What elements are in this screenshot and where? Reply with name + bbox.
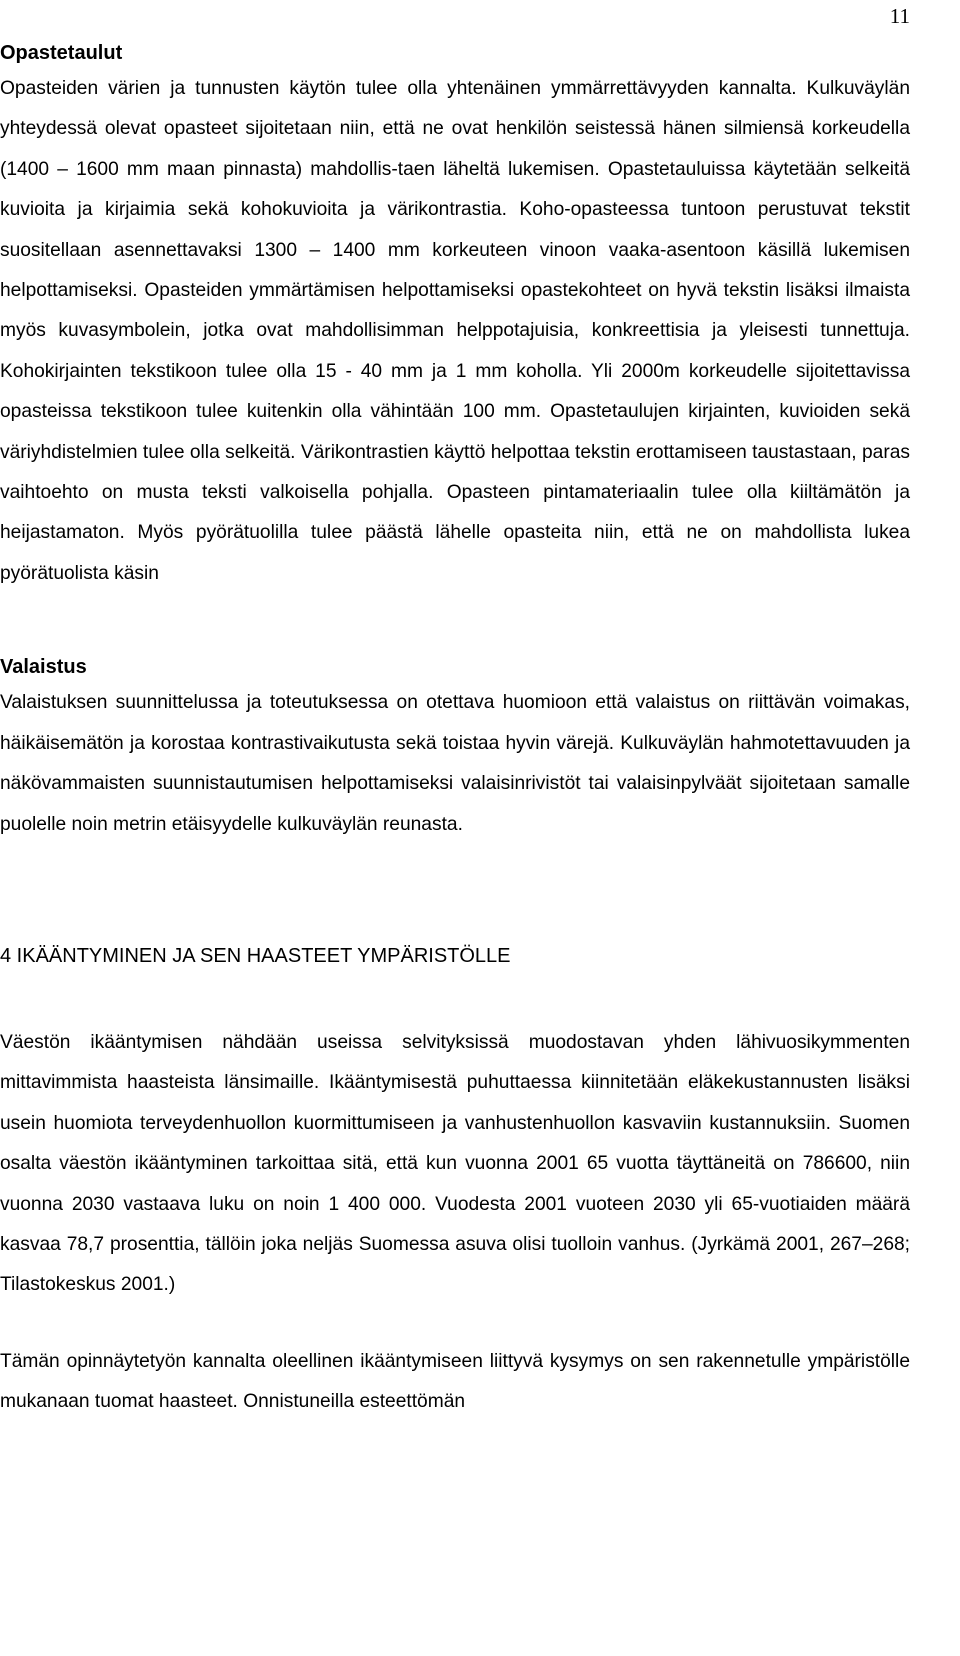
paragraph-ikaantyminen-1: Väestön ikääntymisen nähdään useissa selvityksissä muodostavan yhden lähivuosikymmenten mittavimmista haasteista länsimaille. Ikääntymisestä puhuttaessa kiinnitetään eläkekustannusten lisäksi usein huomiota terveydenhuollon kuormittumiseen ja vanhustenhuollon kasvaviin kustannuksiin. Suomen osalta väestön ikääntyminen tarkoittaa sitä, että kun vuonna 2001 65 vuotta täyttäneitä on 786600, niin vuonna 2030 vastaava luku on noin 1 400 000. Vuodesta 2001 vuoteen 2030 yli 65-vuotiaiden määrä kasvaa 78,7 prosenttia, tällöin joka neljäs Suomessa asuva olisi tuolloin vanhus. (Jyrkämä 2001, 267–268; Tilastokeskus 2001.): [0, 1031, 910, 1296]
section-heading-opastetaulut: Opastetaulut: [0, 42, 123, 64]
document-content: [0, 40, 910, 1423]
paragraph-valaistus: Valaistuksen suunnittelussa ja toteutuksessa on otettava huomioon että valaistus on riittävän voimakas, häikäisemätön ja korostaa kontrastivaikutusta sekä toistaa hyvin värejä. Kulkuväylän hahmotettavuuden ja näkövammaisten suunnistautumisen helpottamiseksi valaisinrivistöt tai valaisinpylväät sijoitetaan samalle puolelle noin metrin etäisyydelle kulkuväylän reunasta.: [0, 692, 910, 835]
page-number: 11: [889, 4, 910, 28]
paragraph-ikaantyminen-2: Tämän opinnäytetyön kannalta oleellinen ikääntymiseen liittyvä kysymys on sen rakennetulle ympäristölle mukanaan tuomat haasteet. Onnistuneilla esteettömän: [0, 1350, 910, 1413]
chapter-heading: 4 IKÄÄNTYMINEN JA SEN HAASTEET YMPÄRISTÖLLE: [0, 944, 511, 967]
section-heading-valaistus: Valaistus: [0, 656, 87, 679]
paragraph-opastetaulut: Opasteiden värien ja tunnusten käytön tulee olla yhtenäinen ymmärrettävyyden kannalta. Kulkuväylän yhteydessä olevat opasteet sijoitetaan niin, että ne ovat henkilön seistessä hänen silmiensä korkeudella (1400 – 1600 mm maan pinnasta) mahdollis-taen läheltä lukemisen. Opastetauluissa käytetään selkeitä kuvioita ja kirjaimia sekä kohokuvioita ja värikontrastia. Koho-opasteessa tuntoon perustuvat tekstit suositellaan asennettavaksi 1300 – 1400 mm korkeuteen vinoon vaaka-asentoon käsillä lukemisen helpottamiseksi. Opasteiden ymmärtämisen helpottamiseksi opastekohteet on hyvä tekstin lisäksi ilmaista myös kuvasymbolein, jotka ovat mahdollisimman helppotajuisia, konkreettisia ja yleisesti tunnettuja. Kohokirjainten tekstikoon tulee olla 15 - 40 mm ja 1 mm koholla. Yli 2000m korkeudelle sijoitettavissa opasteissa tekstikoon tulee kuitenkin olla vähintään 100 mm. Opastetaulujen kirjainten, kuvioiden sekä väriyhdistelmien tulee olla selkeitä. Värikontrastien käyttö helpottaa tekstin erottamiseen taustastaan, paras vaihtoehto on musta teksti valkoisella pohjalla. Opasteen pintamateriaalin tulee olla kiiltämätön ja heijastamaton. Myös pyörätuolilla tulee päästä lähelle opasteita niin, että ne on mahdollista lukea pyörätuolista käsin: [0, 78, 910, 584]
